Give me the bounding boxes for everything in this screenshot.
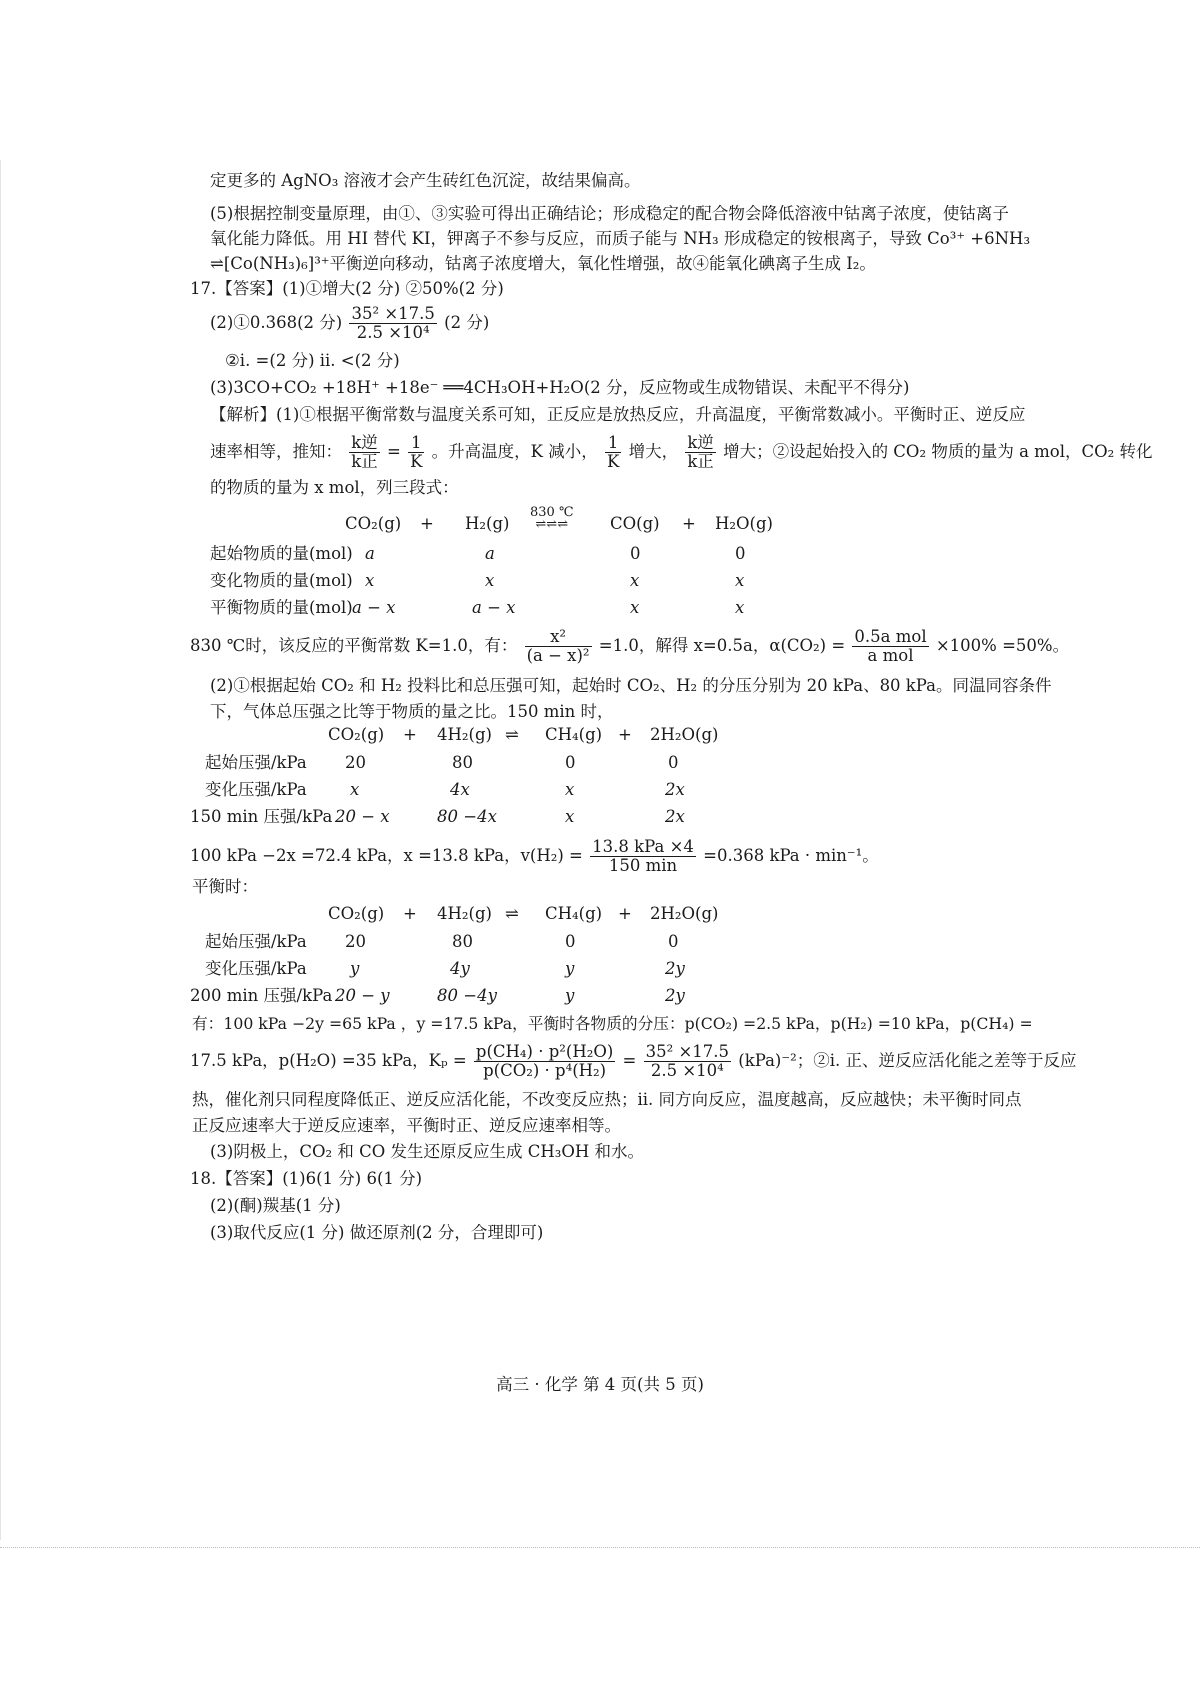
explanation-line: 的物质的量为 x mol，列三段式：	[210, 478, 459, 497]
text-span: 速率相等，推知：	[210, 442, 342, 461]
plus-sign: +	[618, 904, 632, 923]
species: H₂(g)	[465, 514, 510, 533]
fraction	[644, 1043, 731, 1080]
denominator: 2.5 ×10⁴	[356, 323, 430, 342]
table-cell: 2y	[665, 959, 685, 978]
row-label: 150 min 压强/kPa	[190, 807, 333, 826]
species: 4H₂(g)	[437, 725, 492, 744]
explanation-line: 【解析】(1)①根据平衡常数与温度关系可知，正反应是放热反应，升高温度，平衡常数减小。平衡时正、逆反应	[210, 405, 1026, 424]
text-span: (2 分)	[444, 313, 490, 332]
table-cell: x	[735, 571, 745, 590]
fraction	[605, 434, 621, 471]
explanation-line: 下，气体总压强之比等于物质的量之比。150 min 时，	[210, 702, 614, 721]
equilibrium-arrow: 830 ℃ ⇌⇌⇌	[530, 505, 574, 532]
table-cell: 80 −4y	[437, 986, 497, 1005]
denominator: a mol	[867, 646, 914, 665]
text-span: (kPa)⁻²；②i. 正、逆反应活化能之差等于反应	[738, 1051, 1077, 1070]
table-cell: x	[735, 598, 745, 617]
explanation-line: 正反应速率大于逆反应速率，平衡时正、逆反应速率相等。	[192, 1116, 621, 1135]
denominator: k正	[351, 452, 378, 471]
equilibrium-arrow: ⇌	[505, 725, 519, 744]
plus-sign: +	[682, 514, 696, 533]
row-label: 起始物质的量(mol)	[210, 544, 353, 563]
text-span: 增大；②设起始投入的 CO₂ 物质的量为 a mol，CO₂ 转化	[723, 442, 1153, 461]
table-cell: 20 − x	[335, 807, 390, 826]
q17-answer-3: (3)3CO+CO₂ +18H⁺ +18e⁻ ══4CH₃OH+H₂O(2 分，反应物或生成物错误、未配平不得分)	[210, 378, 910, 397]
table-cell: 0	[735, 544, 746, 563]
denominator: 150 min	[608, 856, 678, 875]
table-cell: x	[485, 571, 495, 590]
table-cell: x	[630, 598, 640, 617]
row-label: 变化压强/kPa	[205, 959, 307, 978]
species: H₂O(g)	[715, 514, 773, 533]
equilibrium-arrow: ⇌	[505, 904, 519, 923]
row-label: 起始压强/kPa	[205, 932, 307, 951]
numerator: k逆	[351, 433, 378, 452]
page-footer: 高三 · 化学 第 4 页(共 5 页)	[496, 1375, 704, 1394]
table-cell: 4x	[450, 780, 470, 799]
q17-answer-2	[210, 305, 489, 342]
row-label: 变化压强/kPa	[205, 780, 307, 799]
denominator: K	[410, 452, 423, 471]
table-cell: 2y	[665, 986, 685, 1005]
numerator: 0.5a mol	[854, 627, 927, 646]
table-cell: 0	[668, 753, 679, 772]
numerator: p(CH₄) · p²(H₂O)	[475, 1042, 614, 1061]
text-line: 定更多的 AgNO₃ 溶液才会产生砖红色沉淀，故结果偏高。	[210, 171, 641, 190]
denominator: 2.5 ×10⁴	[650, 1061, 724, 1080]
species: CO₂(g)	[328, 725, 385, 744]
table-cell: x	[630, 571, 640, 590]
equilibrium-constant-line	[190, 628, 1069, 665]
table-cell: 0	[565, 753, 576, 772]
fraction	[408, 434, 424, 471]
row-label: 起始压强/kPa	[205, 753, 307, 772]
denominator: (a − x)²	[526, 646, 590, 665]
numerator: k逆	[687, 433, 714, 452]
table-cell: 2x	[665, 807, 685, 826]
text-span: =	[622, 1051, 637, 1070]
explanation-line: 热，催化剂只同程度降低正、逆反应活化能，不改变反应热；ii. 同方向反应，温度越高，反应越快；未平衡时同点	[192, 1090, 1022, 1109]
arrow-condition: 830 ℃	[530, 505, 574, 520]
fraction	[349, 434, 380, 471]
table-cell: 0	[630, 544, 641, 563]
explanation-line: (3)阴极上，CO₂ 和 CO 发生还原反应生成 CH₃OH 和水。	[210, 1142, 645, 1161]
table-cell: x	[350, 780, 360, 799]
text-span: =0.368 kPa · min⁻¹。	[703, 846, 879, 865]
denominator: k正	[687, 452, 714, 471]
row-label: 200 min 压强/kPa	[190, 986, 333, 1005]
table-cell: a	[365, 544, 375, 563]
table-cell: 80	[452, 932, 473, 951]
numerator: 35² ×17.5	[645, 1042, 730, 1061]
table-cell: 0	[565, 932, 576, 951]
table-cell: 4y	[450, 959, 470, 978]
table-cell: x	[565, 780, 575, 799]
text-line: 氧化能力降低。用 HI 替代 KI，钾离子不参与反应，而质子能与 NH₃ 形成稳定的铵根离子，导致 Co³⁺ +6NH₃	[210, 229, 1031, 248]
fraction	[525, 628, 592, 665]
fraction	[852, 628, 928, 665]
text-span: ×100% =50%。	[935, 636, 1070, 655]
numerator: 1	[605, 434, 621, 453]
plus-sign: +	[618, 725, 632, 744]
explanation-line	[210, 434, 1153, 471]
text-span: 17.5 kPa，p(H₂O) =35 kPa，Kₚ =	[190, 1051, 467, 1070]
q18-answer-line: (3)取代反应(1 分) 做还原剂(2 分，合理即可)	[210, 1223, 544, 1242]
fraction	[590, 838, 696, 875]
table-cell: y	[350, 959, 360, 978]
plus-sign: +	[420, 514, 434, 533]
denominator: K	[606, 452, 620, 471]
table-cell: x	[365, 571, 375, 590]
text-span: 。升高温度，K 减小，	[431, 442, 598, 461]
table-cell: a	[485, 544, 495, 563]
table-cell: a − x	[472, 598, 516, 617]
table-cell: 0	[668, 932, 679, 951]
numerator: 1	[408, 434, 424, 453]
text-span: 830 ℃时，该反应的平衡常数 K=1.0，有：	[190, 636, 518, 655]
q17-answer-heading: 17.【答案】(1)①增大(2 分) ②50%(2 分)	[190, 279, 504, 298]
numerator: 13.8 kPa ×4	[592, 837, 694, 856]
explanation-line: 有：100 kPa −2y =65 kPa ，y =17.5 kPa，平衡时各物质的分压：p(CO₂) =2.5 kPa，p(H₂) =10 kPa，p(CH₄) =	[192, 1014, 1033, 1033]
table-cell: 20	[345, 932, 366, 951]
table-cell: a − x	[352, 598, 396, 617]
fraction	[349, 305, 436, 342]
table-cell: y	[565, 959, 575, 978]
numerator: x²	[525, 628, 592, 647]
text-span: 100 kPa −2x =72.4 kPa，x =13.8 kPa，v(H₂) =	[190, 846, 583, 865]
species: CO(g)	[610, 514, 660, 533]
table-cell: x	[565, 807, 575, 826]
species: CH₄(g)	[545, 725, 603, 744]
species: 2H₂O(g)	[650, 725, 719, 744]
q18-answer-heading: 18.【答案】(1)6(1 分) 6(1 分)	[190, 1169, 423, 1188]
table-cell: 20	[345, 753, 366, 772]
fraction	[685, 434, 716, 471]
numerator: 35² ×17.5	[351, 304, 435, 323]
text-span: (2)①0.368(2 分)	[210, 313, 343, 332]
explanation-line: 平衡时：	[192, 877, 258, 896]
text-line: (5)根据控制变量原理，由①、③实验可得出正确结论；形成稳定的配合物会降低溶液中钴离子浓度，使钴离子	[210, 204, 1009, 223]
text-line: ⇌[Co(NH₃)₆]³⁺平衡逆向移动，钴离子浓度增大，氧化性增强，故④能氧化碘离子生成 I₂。	[210, 254, 876, 273]
plus-sign: +	[403, 725, 417, 744]
scan-artifact-line	[0, 1547, 1200, 1548]
denominator: p(CO₂) · p⁴(H₂)	[483, 1061, 607, 1080]
explanation-line: (2)①根据起始 CO₂ 和 H₂ 投料比和总压强可知，起始时 CO₂、H₂ 的分压分别为 20 kPa、80 kPa。同温同容条件	[210, 676, 1052, 695]
row-label: 平衡物质的量(mol)	[210, 598, 353, 617]
rate-line	[190, 838, 879, 875]
q18-answer-line: (2)(酮)羰基(1 分)	[210, 1196, 341, 1215]
plus-sign: +	[403, 904, 417, 923]
species: CO₂(g)	[328, 904, 385, 923]
species: CH₄(g)	[545, 904, 603, 923]
fraction	[474, 1043, 615, 1080]
species: CO₂(g)	[345, 514, 402, 533]
scan-edge	[0, 160, 1, 1540]
table-cell: 20 − y	[335, 986, 390, 1005]
table-cell: y	[565, 986, 575, 1005]
text-span: =1.0，解得 x=0.5a，α(CO₂) =	[598, 636, 846, 655]
species: 2H₂O(g)	[650, 904, 719, 923]
kp-line	[190, 1043, 1076, 1080]
table-cell: 80	[452, 753, 473, 772]
q17-answer-2-ii: ②i. =(2 分) ii. <(2 分)	[225, 351, 400, 370]
row-label: 变化物质的量(mol)	[210, 571, 353, 590]
species: 4H₂(g)	[437, 904, 492, 923]
table-cell: 2x	[665, 780, 685, 799]
table-cell: 80 −4x	[437, 807, 497, 826]
text-span: 增大，	[628, 442, 679, 461]
text-span: =	[387, 442, 401, 461]
